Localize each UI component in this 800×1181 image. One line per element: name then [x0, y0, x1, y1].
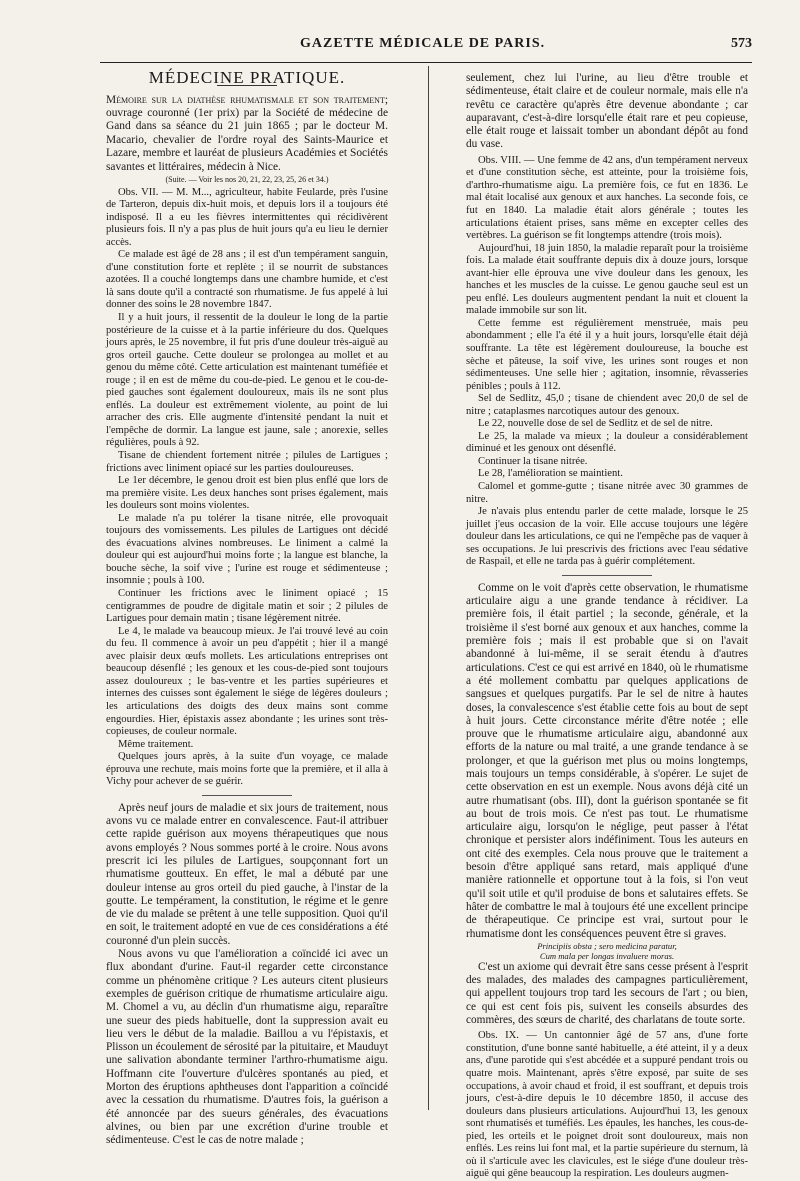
paragraph: Cette femme est régulièrement menstruée, mais peu abondamment ; elle l'a été il y a huit jours, lorsqu'elle était déjà souffrante. La tête est légèrement douloureuse, la bouche est sèche et pâteuse, la soif vive, les urines sont rouges et non sédimenteuses. Une selle hier ; agitation, insomnie, rêvasseries pénibles ; pouls à 112.	[466, 317, 748, 392]
paragraph: Le 1er décembre, le genou droit est bien plus enflé que lors de ma première visite. Les deux hanches sont prises également, mais les douleurs sont moins violentes.	[106, 475, 388, 512]
section-title: MÉDECINE PRATIQUE.	[148, 68, 346, 87]
paragraph: Je n'avais plus entendu parler de cette malade, lorsque le 25 juillet j'eus occasion de la voir. Elle accuse toujours une légère douleur dans les articulations, ce qui ne l'empêche pas de vaquer à ses occupations. Je lui prescrivis des frictions avec l'eau sédative de Raspail, et elle ne tarda pas à guérir complétement.	[466, 506, 748, 568]
paragraph: Aujourd'hui, 18 juin 1850, la maladie reparaît pour la troisième fois. La malade était souffrante depuis dix à douze jours, lorsque avant-hier elle éprouva une vive douleur dans les genoux, les hanches et les muscles de la cuisse. Le genou gauche seul est un peu enflé. Les douleurs augmentent pendant la nuit et clouent la malade immobile sur son lit.	[466, 242, 748, 317]
paragraph: C'est un axiome qui devrait être sans cesse présent à l'esprit des malades, des malades des campagnes particulièrement, qui appellent toujours trop tard les secours de l'art ; ou bien, ce qui est cent fois pis, suivent les conseils absurdes des commères, des sœurs de charité, des charlatans de toute sorte.	[466, 960, 748, 1027]
paragraph: Même traitement.	[118, 738, 194, 750]
paragraph: Obs. VIII. — Une femme de 42 ans, d'un tempérament nerveux et d'une constitution sèche, est atteinte, pour la troisième fois, d'arthro-rhumatisme aigu. La première fois, ce fut en 1836. Le mal était localisé aux genoux et aux hanches. La seconde fois, ce fut en 1840. La maladie était alors générale ; toutes les articulations étaient prises, sans même en excepter celles des vertèbres. La guérison se fit longtemps attendre (trois mois).	[466, 154, 748, 242]
paragraph: Le 22, nouvelle dose de sel de Sedlitz et de sel de nitre.	[478, 418, 713, 430]
running-head: GAZETTE MÉDICALE DE PARIS.	[300, 36, 546, 51]
paragraph: Continuer la tisane nitrée.	[478, 455, 588, 467]
memoir-title: Mémoire sur la diathèse rhumatismale et son traitement	[106, 93, 385, 106]
column-divider	[428, 66, 429, 1110]
left-column	[106, 68, 388, 1147]
paragraph: Le 28, l'amélioration se maintient.	[478, 468, 623, 480]
memoir-heading	[106, 94, 388, 174]
paragraph: Sel de Sedlitz, 45,0 ; tisane de chiendent avec 20,0 de sel de nitre ; cataplasmes narcotiques autour des genoux.	[466, 393, 748, 417]
paragraph: Après neuf jours de maladie et six jours de traitement, nous avons vu ce malade entrer en convalescence. Faut-il attribuer cette rapide guérison aux moyens thérapeutiques que nous avons employés ? Nous sommes porté à le croire. Nous avons prescrit ici les pilules de Lartigues, soupçonnant fort un rhumatisme goutteux. En effet, le mal a débuté par une douleur intense au gros orteil du pied gauche, à l'instar de la goutte. Le tempérament, la constitution, le régime et le genre de vie du malade se prêtent à une telle supposition. Quoi qu'il en soit, le traitement adopté en vue de ces considérations a été couronné d'un plein succès.	[106, 801, 388, 947]
paragraph: Tisane de chiendent fortement nitrée ; pilules de Lartigues ; frictions avec liniment opiacé sur les parties douloureuses.	[106, 450, 388, 474]
page-number: 573	[731, 36, 752, 51]
paragraph: seulement, chez lui l'urine, au lieu d'être trouble et sédimenteuse, était claire et de couleur normale, mais elle n'a revêtu ce caractère qu'après être devenue abondante ; car auparavant, c'est-à-dire lorsqu'elle était rare et peu copieuse, elle était rouge et laissait tomber un abondant dépôt au fond du vase.	[466, 72, 748, 151]
latin-quote-line-1: Principiis obsta ; sero medicina paratur,	[537, 940, 677, 951]
paragraph: Le 25, la malade va mieux ; la douleur a considérablement diminué et les genoux ont désenflé.	[466, 430, 748, 455]
header-rule	[100, 62, 752, 63]
paragraph: Obs. VII. — M. M..., agriculteur, habite Feularde, près l'usine de Tarteron, depuis dix-huit mois, et depuis lors il a toujours été indisposé. Il a eu les fièvres intermittentes qui récidivèrent plusieurs fois. Il n'y a pas plus de huit jours qu'a eu lieu le dernier accès.	[106, 186, 388, 248]
paragraph: Comme on le voit d'après cette observation, le rhumatisme articulaire aigu a une grande tendance à récidiver. La première fois, il était partiel ; la seconde, générale, et la troisième il s'est borné aux genoux et aux hanches, comme la première fois ; mais il est probable que si on l'avait abandonné à lui-même, il se serait étendu à d'autres articulations. C'est ce qui est arrivé en 1840, où le rhumatisme a été mollement combattu par quelques applications de sangsues et quelques purgatifs. Par le sel de nitre à hautes doses, la convalescence s'est établie cette fois au bout de sept à huit jours. Cette circonstance mérite d'être notée ; elle prouve que le rhumatisme articulaire aigu, abandonné aux efforts de la nature ou mal traité, a une grande tendance à se prolonger, et que la guérison met plus ou moins longtemps, mais toujours un temps considérable, à s'opérer. Le sujet de cette observation en est un exemple. Nous avons déjà cité un autre rhumatisant (obs. III), dont la guérison spontanée se fit au bout de trois mois. Ce n'est pas tout. Le rhumatisme articulaire aigu, lorsqu'on le néglige, peut passer à l'état chronique et persister alors indéfiniment. Tous les auteurs en ont cité des exemples. Cela nous prouve que le traitement a besoin d'être appliqué sans retard, mais appliqué d'une manière rationnelle et opportune tout à la fois, si l'on veut qu'il soit utile et qu'il produise de bons et salutaires effets. Se hâter de combattre le mal à toujours été une excellent principe de thérapeutique. Ce principe est vrai, surtout pour le rhumatisme dont les conséquences peuvent être si graves.	[466, 581, 748, 940]
paragraph: Ce malade est âgé de 28 ans ; il est d'un tempérament sanguin, d'une constitution forte et replète ; il se nourrit de substances azotées. Il a couché longtemps dans une chambre humide, et c'est là sans doute qu'il a contracté son rhumatisme. Je fus appelé à lui donner des soins le 28 novembre 1847.	[106, 249, 388, 311]
latin-quote-line-2: Cum mala per longas invaluere moras.	[539, 950, 675, 961]
separator-rule	[202, 795, 292, 796]
paragraph: Nous avons vu que l'amélioration a coïncidé ici avec un flux abondant d'urine. Faut-il regarder cette circonstance comme un phénomène critique ? Les auteurs citent plusieurs exemples de guérison critique de rhumatisme articulaire aigu. M. Chomel a vu, au déclin d'un rhumatisme aigu, reparaître une sueur des pieds habituelle, dont la suppression avait eu lieu vers le début de la maladie. Baillou a vu l'épistaxis, et Plisson un écoulement de sérosité par la pituitaire, et Mauduyt une salivation abondante terminer l'arthro-rhumatisme aigu. Hoffmann cite l'ouverture d'ulcères spontanés au pied, et Morton des éruptions aphtheuses dont l'apparition a coïncidé avec la cessation du rhumatisme. D'autres fois, la guérison a été annoncée par des sueurs générales, des évacuations alvines, ou bien par une excrétion d'urine trouble et sédimenteuse. C'est le cas de notre malade ;	[106, 948, 388, 1147]
paragraph: Continuer les frictions avec le liniment opiacé ; 15 centigrammes de poudre de digitale matin et soir ; 2 pilules de Lartigues pour demain matin ; tisane légèrement nitrée.	[106, 588, 388, 625]
continuation-note: (Suite. — Voir les nos 20, 21, 22, 23, 25, 26 et 34.)	[165, 174, 329, 184]
paragraph: Le 4, le malade va beaucoup mieux. Je l'ai trouvé levé au coin du feu. Il commence à avoir un peu d'appétit ; hier il a mangé avec plaisir deux œufs mollets. Les articulations entreprises ont beaucoup désenflé ; les genoux et les cous-de-pied sont toujours assez douloureux ; le bas-ventre et les parties supérieures et internes des cuisses sont également le siége de légères douleurs ; les articulations des doigts des deux mains sont comme engourdies. Hier, épistaxis assez abondante ; les urines sont très-copieuses, de couleur normale.	[106, 625, 388, 738]
paragraph: Obs. IX. — Un cantonnier âgé de 57 ans, d'une forte constitution, d'une bonne santé habituelle, a été atteint, il y a deux ans, d'une parotide qui s'est abcédée et a suppuré pendant trois ou quatre mois. Maintenant, après s'être exposé, par suite de ses occupations, à avoir chaud et froid, il est souffrant, et depuis trois jours, c'est-à-dire depuis le 10 décembre 1850, il accuse des douleurs dans plusieurs articulations. Aujourd'hui 13, les genoux sont rhumatisés et tuméfiés. Les épaules, les hanches, les cous-de-pied, les orteils et le poignet droit sont douloureux, mais non enflés. Les reins lui font mal, et la partie supérieure du sternum, là où il s'articule avec les clavicules, est le siége d'une douleur très-aiguë qui gêne beaucoup la respiration. Les douleurs augmen-	[466, 1030, 748, 1180]
separator-rule	[562, 575, 652, 576]
memoir-byline: ; ouvrage couronné (1er prix) par la Société de médecine de Gand dans sa séance du 21 juin 1865 ; par le docteur M. Macario, chevalier de l'ordre royal des Saints-Maurice et Lazare, membre et lauréat de plusieurs Académies et Sociétés savantes et littéraires, médecin à Nice.	[106, 93, 388, 173]
paragraph: Le malade n'a pu tolérer la tisane nitrée, elle provoquait toujours des vomissements. Les pilules de Lartigues ont décidé des évacuations alvines nombreuses. Le liniment a calmé la douleur qui est aujourd'hui moins forte ; la langue est blanche, la bouche sèche, la soif vive ; l'urine est rouge et sédimenteuse ; insomnie ; pouls à 100.	[106, 512, 388, 587]
paragraph: Quelques jours après, à la suite d'un voyage, ce malade éprouva une rechute, mais moins forte que la première, et il alla à Vichy pour achever de se guérir.	[106, 751, 388, 788]
right-column	[466, 72, 748, 1180]
paragraph: Il y a huit jours, il ressentit de la douleur le long de la partie postérieure de la cuisse et à la partie inférieure du dos. Quelques jours après, le 25 novembre, il fut pris d'une douleur très-aiguë au gros orteil gauche. Cette douleur se prolongea au mollet et au genou du même côté. Cette articulation est maintenant tuméfiée et rouge ; il en est de même du cou-de-pied. Le genou et le cou-de-pied gauches sont également douloureux, mais ils ne sont plus enflés. La douleur est extrêmement violente, au point de lui arracher des cris. Elle augmente d'intensité pendant la nuit et l'empêche de dormir. La langue est jaune, sale ; anorexie, selles régulières, pouls à 92.	[106, 312, 388, 449]
paragraph: Calomel et gomme-gutte ; tisane nitrée avec 30 grammes de nitre.	[466, 481, 748, 505]
